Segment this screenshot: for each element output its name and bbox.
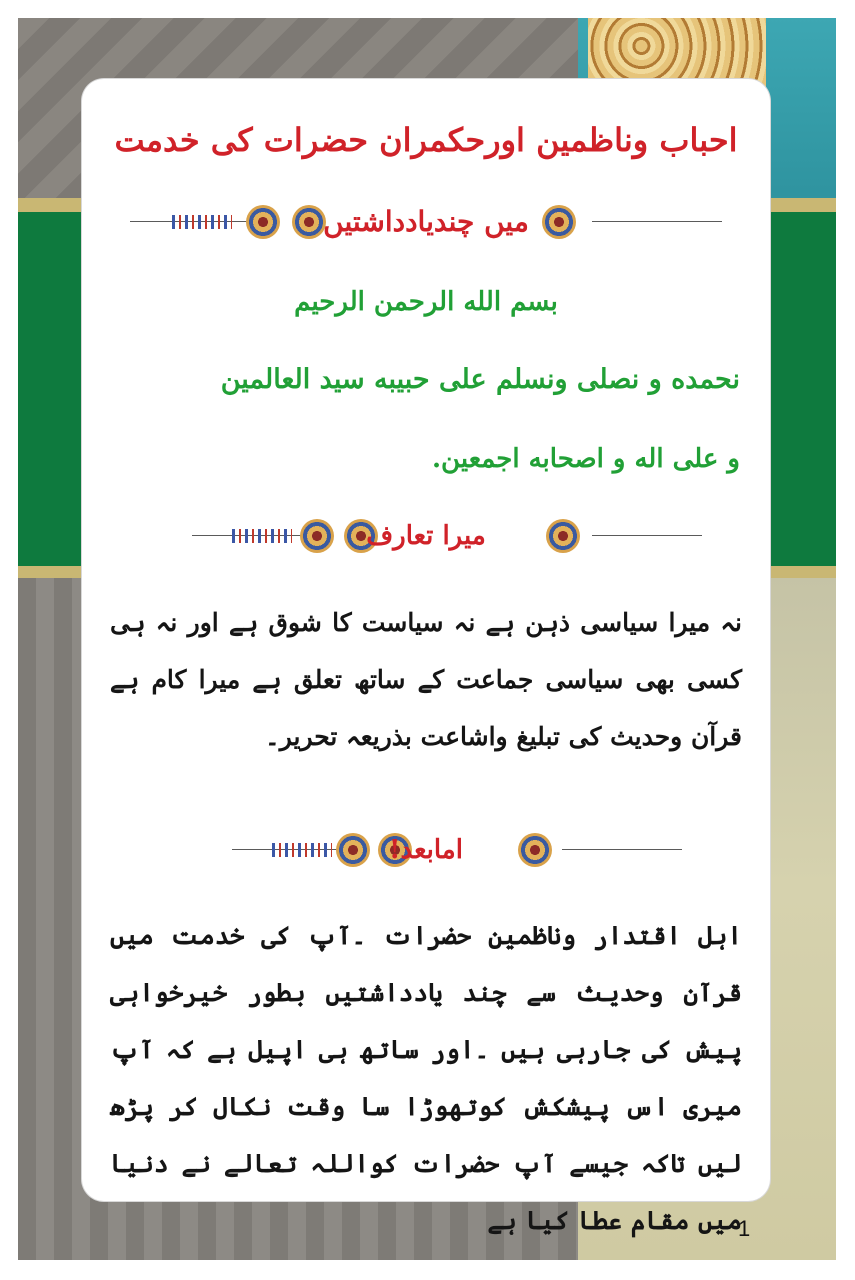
section1-heading: میرا تعارف	[366, 521, 486, 551]
section1-text: نہ میرا سیاسی ذہن ہے نہ سیاست کا شوق ہے اور نہ ہی کسی بھی سیاسی جماعت کے ساتھ تعلق ہے میرا کام ہے قرآن وحدیث کی تبلیغ واشاعت بذریعہ تحریر۔	[110, 608, 742, 751]
title-divider	[122, 197, 730, 247]
dua-line-2: و علی اله و اصحابه اجمعین.	[432, 444, 740, 474]
dua-line-1: نحمده و نصلی ونسلم علی حبیبه سید العالمین	[220, 364, 740, 395]
page-card	[82, 79, 770, 1235]
section1-divider	[122, 511, 730, 561]
page-number: 1	[738, 1216, 751, 1241]
section2-heading: امابعد!	[389, 835, 463, 865]
section2-divider	[122, 825, 730, 875]
title-line-1: احباب وناظمین اورحکمران حضرات کی خدمت	[114, 121, 738, 159]
bismillah: بسم الله الرحمن الرحيم	[294, 287, 558, 317]
gold-ornament-tile	[588, 18, 766, 88]
title-line-2: میں چندیادداشتیں	[323, 205, 529, 238]
section2-text: اہل اقتدار وناظمین حضرات ۔آپ کی خدمت میں قرآن وحدیث سے چند یادداشتیں بطور خیرخواہی پیش کی جارہی ہیں ۔اور ساتھ ہی اپیل ہے کہ آپ میری اس پیشکش کوتھوڑا سا وقت نکال کر پڑھ لیں تاکہ جیسے آپ حضرات کواللہ تعالے نے دنیا میں مقام عطا کیا ہے	[110, 921, 742, 1235]
